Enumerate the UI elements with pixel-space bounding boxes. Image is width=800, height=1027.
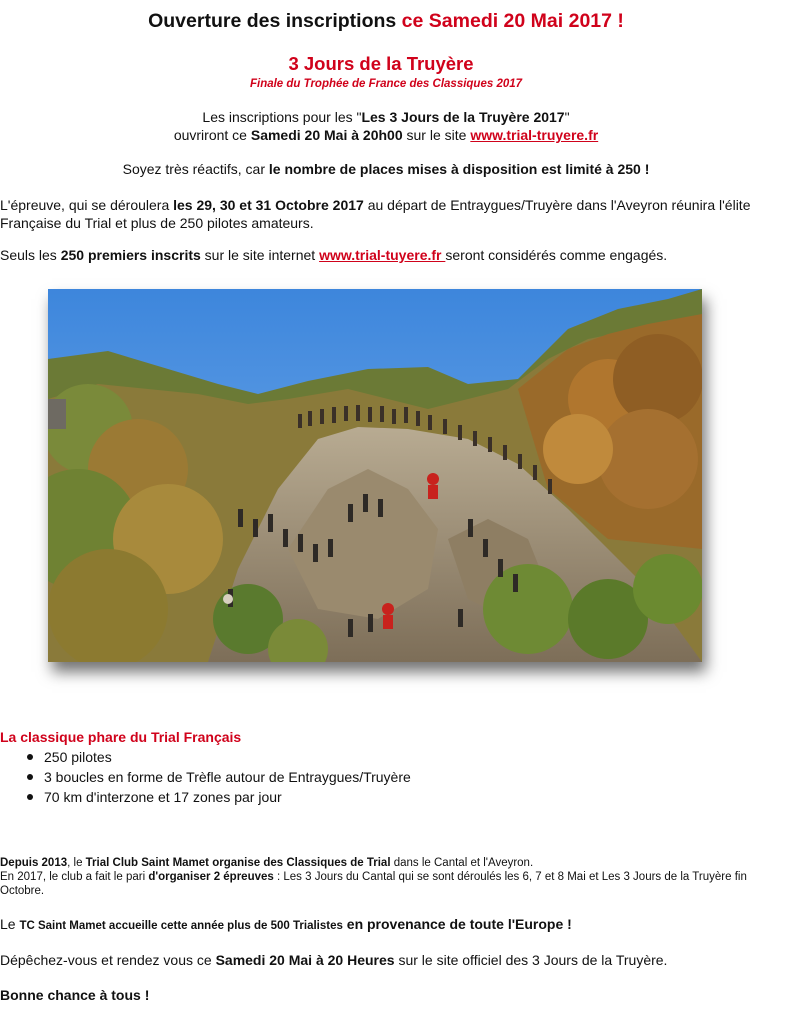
event-description bbox=[0, 196, 790, 232]
tcsm-paragraph bbox=[0, 916, 790, 932]
tcsm-europe: en provenance de toute l'Europe ! bbox=[342, 916, 572, 932]
list-item-text: 70 km d'interzone et 17 zones par jour bbox=[44, 789, 282, 805]
site-link[interactable]: www.trial-truyere.fr bbox=[470, 127, 599, 143]
tcsm-text: Le bbox=[0, 916, 20, 932]
announce-text: Les inscriptions pour les " bbox=[202, 109, 362, 125]
reactive-paragraph bbox=[0, 161, 772, 177]
bullet-icon bbox=[27, 794, 33, 800]
site-link-2[interactable]: www.trial-tuyere.fr bbox=[319, 247, 446, 263]
bullet-icon bbox=[27, 754, 33, 760]
headline-text: Ouverture des inscriptions bbox=[148, 10, 402, 32]
depechez-date: Samedi 20 Mai à 20 Heures bbox=[215, 952, 395, 968]
headline bbox=[0, 10, 772, 33]
limit-count: 250 premiers inscrits bbox=[60, 247, 201, 263]
depechez-text: Dépêchez-vous et rendez vous ce bbox=[0, 952, 216, 968]
headline-date: ce Samedi 20 Mai 2017 ! bbox=[401, 10, 624, 32]
reactive-limit: le nombre de places mises à disposition est limité à 250 ! bbox=[268, 161, 650, 177]
limit-text: Seuls les bbox=[0, 247, 61, 263]
list-item bbox=[0, 747, 411, 767]
announce-event-name: Les 3 Jours de la Truyère 2017 bbox=[361, 109, 565, 125]
club-text: dans le Cantal et l'Aveyron. bbox=[390, 857, 534, 869]
announcement-paragraph bbox=[0, 108, 772, 144]
club-text: En 2017, le club a fait le pari bbox=[0, 871, 149, 883]
club-name: Trial Club Saint Mamet organise des Classiques de Trial bbox=[85, 857, 391, 869]
epreuve-text: L'épreuve, qui se déroulera bbox=[0, 197, 174, 213]
closing-line: Bonne chance à tous ! bbox=[0, 987, 150, 1003]
event-title: 3 Jours de la Truyère bbox=[288, 53, 474, 74]
limit-text: seront considérés comme engagés. bbox=[445, 247, 668, 263]
announce-quote: " bbox=[564, 109, 570, 125]
epreuve-text: au départ de Entraygues/Truyère dans l'Aveyron réunira l'élite Française du Trial et plus de 250 pilotes amateurs. bbox=[0, 197, 751, 231]
registration-limit-paragraph bbox=[0, 247, 790, 263]
announce-text: sur le site bbox=[402, 127, 471, 143]
list-item-text: 250 pilotes bbox=[44, 749, 112, 765]
announce-text: ouvriront ce bbox=[173, 127, 251, 143]
bullet-icon bbox=[27, 774, 33, 780]
list-item bbox=[0, 787, 411, 807]
list-item bbox=[0, 767, 411, 787]
classic-list bbox=[0, 747, 411, 807]
club-events: d'organiser 2 épreuves bbox=[148, 871, 274, 883]
reactive-text: Soyez très réactifs, car bbox=[122, 161, 269, 177]
tcsm-highlight: TC Saint Mamet accueille cette année plus de 500 Trialistes bbox=[19, 920, 343, 932]
club-text: : Les 3 Jours du Cantal qui se sont déroulés les 6, 7 et 8 Mai et Les 3 Jours de la Truyère fin Octobre. bbox=[0, 871, 747, 897]
limit-text: sur le site internet bbox=[200, 247, 320, 263]
club-since: Depuis 2013 bbox=[0, 857, 68, 869]
epreuve-dates: les 29, 30 et 31 Octobre 2017 bbox=[173, 197, 364, 213]
club-paragraph bbox=[0, 856, 790, 898]
depechez-paragraph bbox=[0, 952, 790, 968]
announce-date: Samedi 20 Mai à 20h00 bbox=[250, 127, 403, 143]
depechez-text: sur le site officiel des 3 Jours de la Truyère. bbox=[394, 952, 668, 968]
club-text: , le bbox=[67, 857, 86, 869]
event-subtitle: Finale du Trophée de France des Classiques 2017 bbox=[249, 78, 523, 90]
classic-title: La classique phare du Trial Français bbox=[0, 729, 242, 745]
list-item-text: 3 boucles en forme de Trèfle autour de Entraygues/Truyère bbox=[44, 769, 411, 785]
event-photo bbox=[48, 289, 702, 662]
